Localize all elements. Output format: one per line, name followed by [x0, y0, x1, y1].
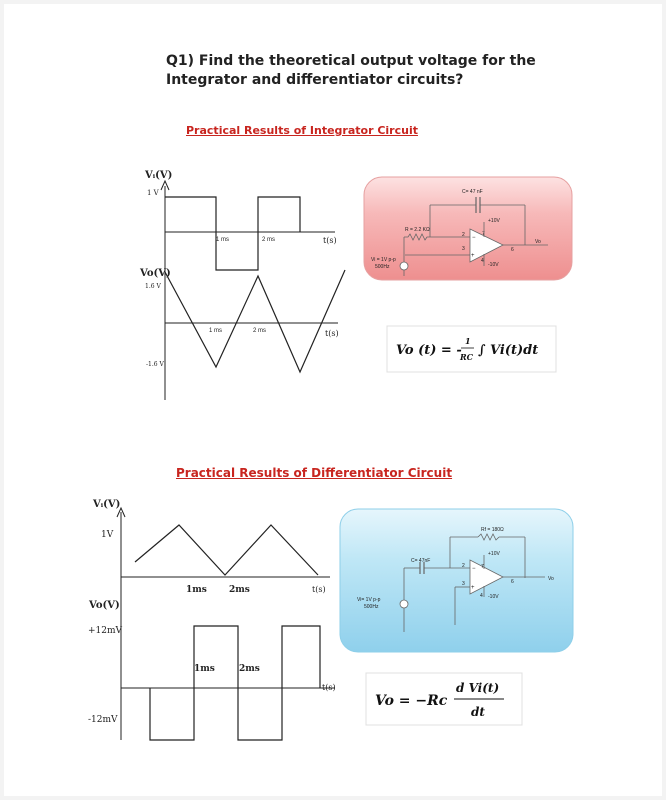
integrator-formula-left: Vo (t) = -	[396, 343, 462, 358]
differentiator-vminus: -10V	[488, 594, 499, 600]
integrator-source-line2: 500Hz	[375, 264, 390, 270]
integrator-t1b-label: 1 ms	[209, 328, 223, 334]
integrator-pin7: 7	[482, 231, 485, 237]
differentiator-triangle-wave	[135, 525, 318, 575]
differentiator-formula-left: Vo = −Rc	[375, 693, 448, 709]
differentiator-cap-label: C= 47nF	[411, 558, 431, 564]
differentiator-formula	[366, 673, 522, 725]
integrator-cap-label: C= 47 nF	[462, 189, 483, 195]
differentiator-vo-axis-label: Vo(V)	[89, 600, 120, 611]
differentiator-panel-bg	[340, 509, 573, 652]
differentiator-t-axis-b-label: t(s)	[322, 683, 336, 692]
differentiator-vplus: +10V	[488, 551, 500, 557]
integrator-section-title: Practical Results of Integrator Circuit	[186, 124, 418, 137]
svg-text:−: −	[472, 235, 476, 241]
integrator-formula-num: 1	[465, 336, 471, 346]
integrator-formula	[387, 326, 556, 372]
differentiator-pin4: 4	[480, 593, 483, 599]
integrator-pin6: 6	[511, 247, 514, 253]
differentiator-vi-level: 1V	[101, 530, 114, 540]
differentiator-res-label: Rf = 180Ω	[481, 527, 504, 533]
differentiator-source-line1: Vi= 1V p-p	[357, 597, 381, 603]
integrator-pin3: 3	[462, 246, 465, 252]
differentiator-square-wave	[150, 626, 320, 740]
integrator-vo-pos: 1.6 V	[145, 283, 161, 290]
integrator-vo-output: Vo	[535, 239, 541, 245]
integrator-square-wave	[165, 197, 300, 270]
integrator-vplus: +10V	[488, 218, 500, 224]
integrator-graph	[139, 170, 345, 400]
integrator-pin2: 2	[462, 232, 465, 238]
integrator-source-icon	[400, 262, 408, 270]
integrator-formula-den: RC	[460, 352, 474, 362]
integrator-triangle-wave	[165, 270, 345, 372]
integrator-t-axis-b-label: t(s)	[325, 329, 339, 338]
differentiator-t-axis-label: t(s)	[312, 585, 326, 594]
differentiator-t1b-label: 1ms	[194, 664, 215, 674]
differentiator-source-icon	[400, 600, 408, 608]
integrator-t-axis-label: t(s)	[323, 236, 337, 245]
integrator-source-line1: Vi = 1V p-p	[371, 257, 396, 263]
differentiator-pin3: 3	[462, 581, 465, 587]
differentiator-t2b-label: 2ms	[239, 664, 260, 674]
differentiator-t1-label: 1ms	[186, 585, 207, 595]
differentiator-section-title: Practical Results of Differentiator Circuit	[176, 466, 453, 480]
integrator-t1-label: 1 ms	[216, 237, 230, 243]
differentiator-pin7: 7	[481, 564, 484, 570]
differentiator-vi-axis-label: Vᵢ(V)	[93, 499, 121, 510]
differentiator-pin2: 2	[462, 563, 465, 569]
svg-text:+: +	[471, 253, 475, 259]
differentiator-circuit-panel	[340, 509, 573, 652]
integrator-vminus: -10V	[488, 262, 499, 268]
differentiator-vo-pos: +12mV	[88, 626, 123, 636]
differentiator-vo-neg: -12mV	[88, 715, 118, 725]
integrator-t2-label: 2 ms	[262, 237, 276, 243]
differentiator-formula-den: dt	[471, 705, 485, 719]
differentiator-graph	[88, 499, 336, 740]
integrator-vi-axis-label: Vᵢ(V)	[145, 170, 173, 181]
integrator-vo-neg: -1.6 V	[146, 361, 164, 368]
question-text: Q1) Find the theoretical output voltage for the Integrator and differentiator circuits?	[166, 53, 536, 88]
differentiator-formula-num: d Vi(t)	[456, 681, 500, 695]
differentiator-source-line2: 500Hz	[364, 604, 379, 610]
integrator-res-label: R = 2.2 KΩ	[405, 227, 430, 233]
integrator-formula-right: ∫ Vi(t)dt	[478, 343, 539, 358]
differentiator-pin6: 6	[511, 579, 514, 585]
svg-text:+: +	[471, 585, 475, 591]
differentiator-t2-label: 2ms	[229, 585, 250, 595]
differentiator-vo-output: Vo	[548, 576, 554, 582]
integrator-pin4: 4	[481, 258, 484, 264]
svg-text:−: −	[472, 566, 476, 572]
integrator-circuit-panel	[364, 177, 572, 280]
integrator-vi-level: 1 V	[147, 189, 159, 197]
integrator-vo-axis-label: Vo(V)	[140, 268, 171, 279]
integrator-t2b-label: 2 ms	[253, 328, 267, 334]
